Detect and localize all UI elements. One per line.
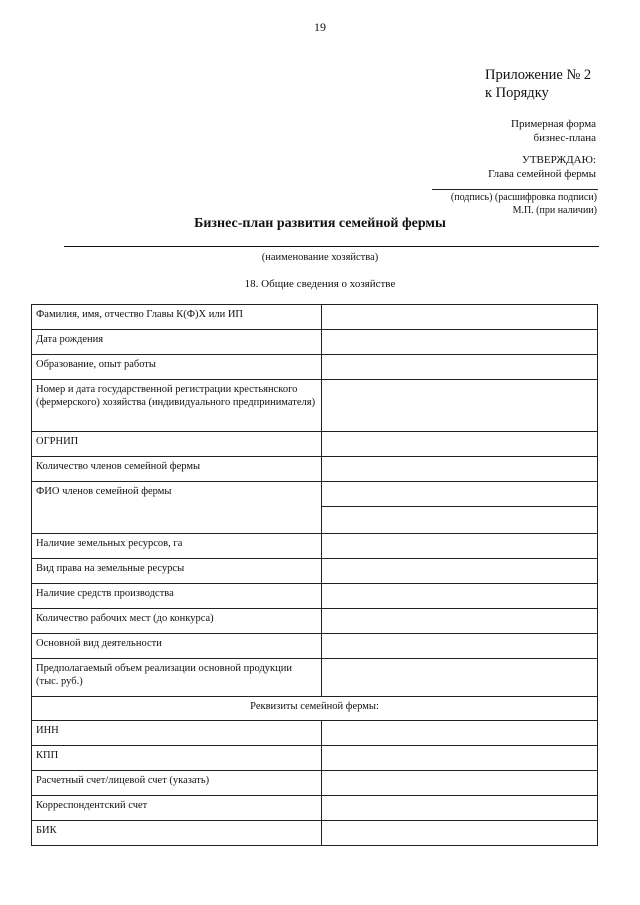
value-cell[interactable] xyxy=(322,330,598,355)
value-cell[interactable] xyxy=(322,584,598,609)
table-row xyxy=(32,305,598,330)
stamp-caption: М.П. (при наличии) xyxy=(512,205,597,216)
appendix-line-1: Приложение № 2 xyxy=(485,67,592,83)
row-label: Количество рабочих мест (до конкурса) xyxy=(32,609,322,634)
table-row xyxy=(32,534,598,559)
table-row xyxy=(32,634,598,659)
value-cell[interactable] xyxy=(322,609,598,634)
value-cell[interactable] xyxy=(322,482,598,507)
table-row xyxy=(32,559,598,584)
row-label: ИНН xyxy=(32,721,322,746)
value-cell[interactable] xyxy=(322,634,598,659)
approval-block xyxy=(488,153,596,181)
farm-name-caption: (наименование хозяйства) xyxy=(261,252,379,263)
row-label: Основной вид деятельности xyxy=(32,634,322,659)
table-row xyxy=(32,482,598,507)
value-cell[interactable] xyxy=(322,457,598,482)
table-row xyxy=(32,432,598,457)
requisites-header: Реквизиты семейной фермы: xyxy=(32,697,598,721)
value-cell[interactable] xyxy=(322,507,598,534)
row-label: БИК xyxy=(32,821,322,846)
table-row xyxy=(32,584,598,609)
row-label: Предполагаемый объем реализации основной продукции (тыс. руб.) xyxy=(32,659,322,697)
row-label: Образование, опыт работы xyxy=(32,355,322,380)
row-label: ФИО членов семейной фермы xyxy=(32,482,322,534)
row-label: Фамилия, имя, отчество Главы К(Ф)Х или ИП xyxy=(32,305,322,330)
value-cell[interactable] xyxy=(322,746,598,771)
value-cell[interactable] xyxy=(322,559,598,584)
signature-line xyxy=(432,189,598,190)
appendix-heading xyxy=(485,66,591,102)
general-info-table xyxy=(31,304,598,846)
value-cell[interactable] xyxy=(322,771,598,796)
document-title: Бизнес-план развития семейной фермы xyxy=(194,216,446,231)
appendix-line-2: к Порядку xyxy=(485,85,549,101)
row-label: Наличие земельных ресурсов, га xyxy=(32,534,322,559)
row-label: Количество членов семейной фермы xyxy=(32,457,322,482)
section-title: 18. Общие сведения о хозяйстве xyxy=(244,278,396,290)
table-row xyxy=(32,771,598,796)
value-cell[interactable] xyxy=(322,380,598,432)
row-label: ОГРНИП xyxy=(32,432,322,457)
signature-captions xyxy=(451,191,597,217)
table-row xyxy=(32,457,598,482)
table-row xyxy=(32,355,598,380)
value-cell[interactable] xyxy=(322,355,598,380)
row-label: Дата рождения xyxy=(32,330,322,355)
requisites-header-row xyxy=(32,697,598,721)
row-label: Номер и дата государственной регистрации крестьянского (фермерского) хозяйства (индивидуального предпринимателя) xyxy=(32,380,322,432)
value-cell[interactable] xyxy=(322,432,598,457)
table-row xyxy=(32,380,598,432)
table-row xyxy=(32,659,598,697)
farm-name-line xyxy=(64,246,599,247)
row-label: КПП xyxy=(32,746,322,771)
page-number: 19 xyxy=(314,20,326,34)
form-note-line-2: бизнес-плана xyxy=(533,132,596,144)
form-note-line-1: Примерная форма xyxy=(511,118,596,130)
value-cell[interactable] xyxy=(322,659,598,697)
row-label: Расчетный счет/лицевой счет (указать) xyxy=(32,771,322,796)
row-label: Наличие средств производства xyxy=(32,584,322,609)
approval-line-1: УТВЕРЖДАЮ: xyxy=(522,154,596,166)
table-row xyxy=(32,821,598,846)
value-cell[interactable] xyxy=(322,821,598,846)
table-row xyxy=(32,609,598,634)
row-label: Вид права на земельные ресурсы xyxy=(32,559,322,584)
approval-line-2: Глава семейной фермы xyxy=(488,168,596,180)
signature-caption: (подпись) (расшифровка подписи) xyxy=(450,192,597,203)
table-row xyxy=(32,330,598,355)
row-label: Корреспондентский счет xyxy=(32,796,322,821)
table-row xyxy=(32,796,598,821)
value-cell[interactable] xyxy=(322,305,598,330)
value-cell[interactable] xyxy=(322,796,598,821)
value-cell[interactable] xyxy=(322,721,598,746)
value-cell[interactable] xyxy=(322,534,598,559)
form-note xyxy=(511,117,596,145)
table-row xyxy=(32,746,598,771)
table-row xyxy=(32,721,598,746)
